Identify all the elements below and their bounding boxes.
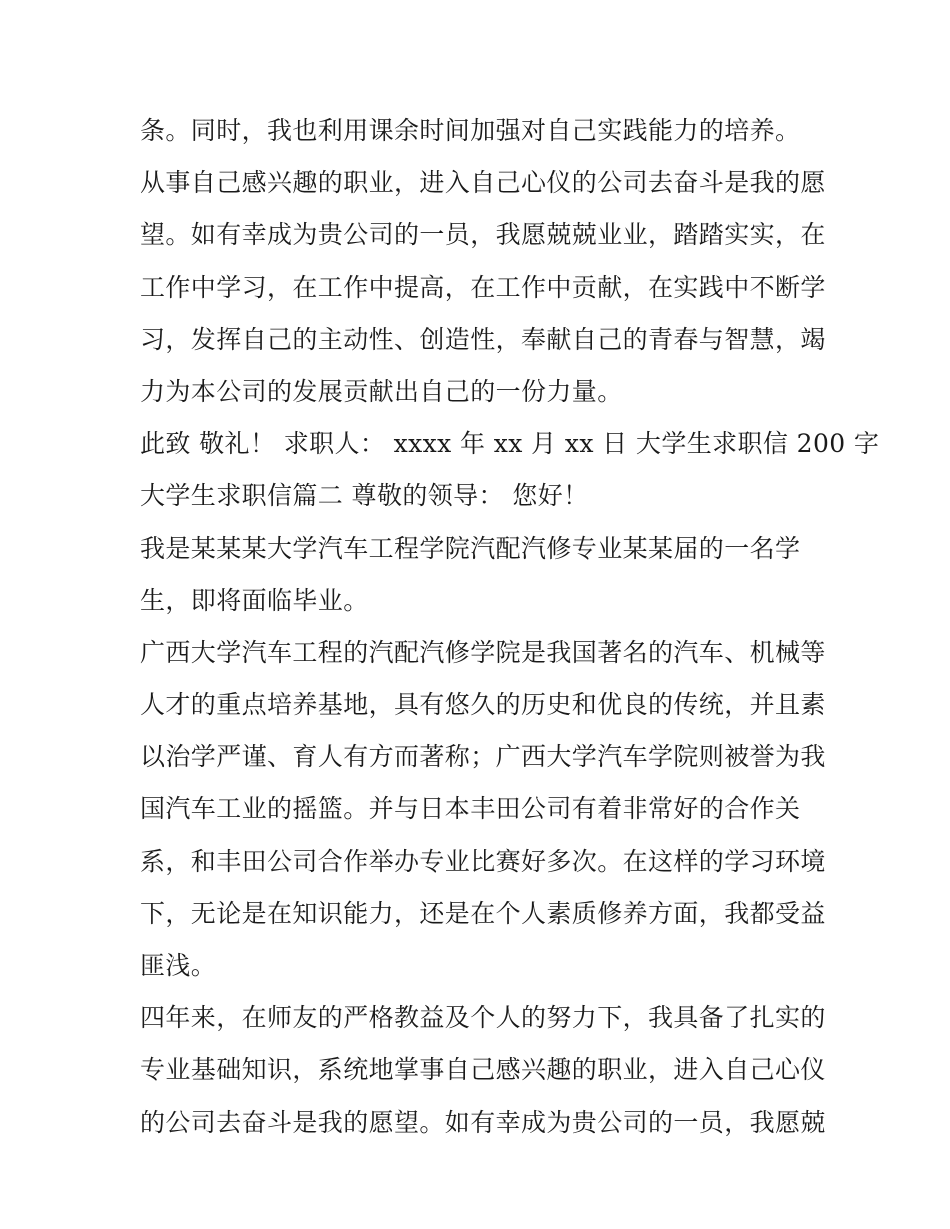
text-line: 习，发挥自己的主动性、创造性，奉献自己的青春与智慧，竭 [140, 324, 826, 354]
text-line: 工作中学习，在工作中提高，在工作中贡献，在实践中不断学 [140, 272, 826, 302]
text-line: 四年来，在师友的严格教益及个人的努力下，我具备了扎实的 [140, 1003, 826, 1033]
text-line: 大学生求职信篇二 尊敬的领导： 您好！ [140, 481, 589, 511]
text-line: 下，无论是在知识能力，还是在个人素质修养方面，我都受益 [140, 898, 826, 928]
text-line: 此致 敬礼！ 求职人： xxxx 年 xx 月 xx 日 大学生求职信 200 字 [140, 429, 880, 459]
text-line: 以治学严谨、育人有方而著称；广西大学汽车学院则被誉为我 [140, 742, 826, 772]
body-text [140, 105, 880, 1149]
text-line: 广西大学汽车工程的汽配汽修学院是我国著名的汽车、机械等 [140, 637, 826, 667]
text-line: 生，即将面临毕业。 [140, 585, 369, 615]
text-line: 人才的重点培养基地，具有悠久的历史和优良的传统，并且素 [140, 690, 826, 720]
text-line: 匪浅。 [140, 951, 217, 980]
text-line: 国汽车工业的摇篮。并与日本丰田公司有着非常好的合作关 [140, 794, 801, 824]
text-line: 系，和丰田公司合作举办专业比赛好多次。在这样的学习环境 [140, 846, 826, 876]
text-line: 专业基础知识，系统地掌事自己感兴趣的职业，进入自己心仪 [140, 1055, 826, 1085]
text-line: 力为本公司的发展贡献出自己的一份力量。 [140, 376, 623, 406]
text-line: 望。如有幸成为贵公司的一员，我愿兢兢业业，踏踏实实，在 [140, 220, 826, 250]
text-line: 从事自己感兴趣的职业，进入自己心仪的公司去奋斗是我的愿 [140, 168, 826, 198]
text-line: 我是某某某大学汽车工程学院汽配汽修专业某某届的一名学 [140, 533, 801, 563]
text-line: 的公司去奋斗是我的愿望。如有幸成为贵公司的一员，我愿兢 [140, 1107, 826, 1137]
text-line: 条。同时，我也利用课余时间加强对自己实践能力的培养。 [140, 116, 801, 145]
